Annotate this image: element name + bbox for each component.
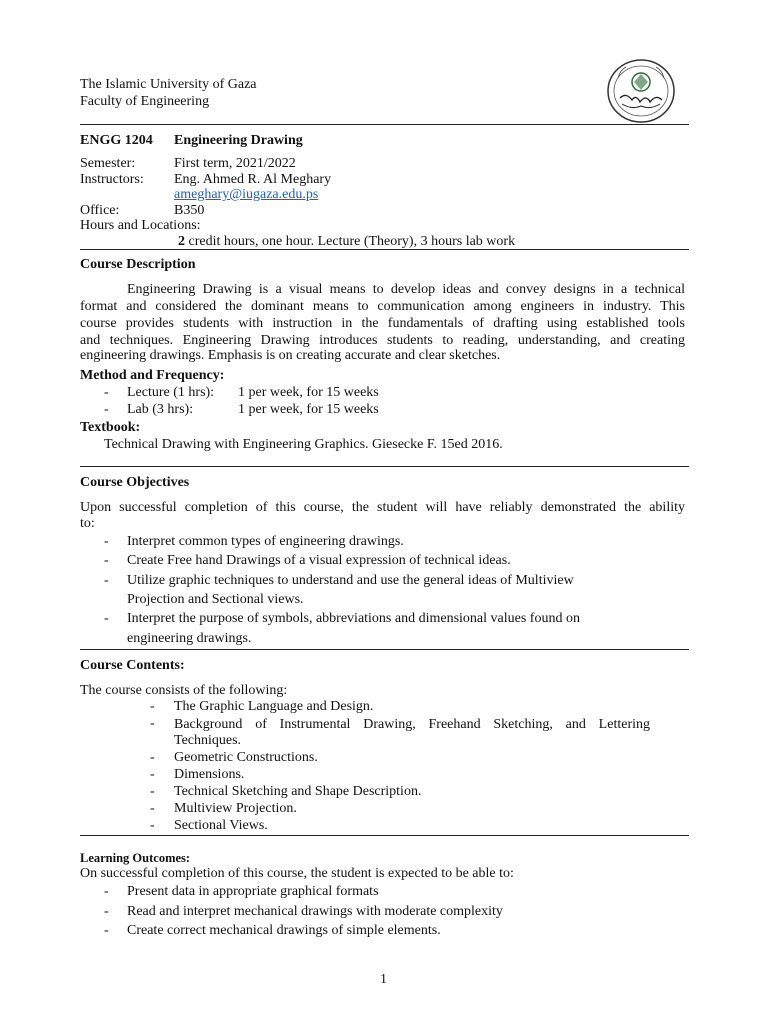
outcomes-intro: On successful completion of this course, the student is expected to be able to: — [80, 866, 514, 881]
university-name: The Islamic University of Gaza — [80, 77, 257, 92]
bullet-dash: - — [104, 611, 109, 626]
bullet-dash: - — [150, 784, 155, 799]
faculty-name: Faculty of Engineering — [80, 94, 210, 109]
objectives-heading: Course Objectives — [80, 475, 190, 490]
contents-item: The Graphic Language and Design. — [174, 699, 374, 714]
semester-value: First term, 2021/2022 — [174, 156, 296, 171]
objective-item-cont: Projection and Sectional views. — [127, 592, 304, 607]
course-code: ENGG 1204 — [80, 133, 153, 148]
contents-item: Technical Sketching and Shape Description. — [174, 784, 422, 799]
objective-item: Interpret common types of engineering drawings. — [127, 534, 404, 549]
bullet-dash: - — [104, 534, 109, 549]
bullet-dash: - — [150, 801, 155, 816]
textbook-text: Technical Drawing with Engineering Graphics. Giesecke F. 15ed 2016. — [104, 437, 503, 452]
contents-heading: Course Contents: — [80, 658, 185, 673]
bullet-dash: - — [104, 904, 109, 919]
office-value: B350 — [174, 203, 205, 218]
method-label: Lecture (1 hrs): — [127, 385, 215, 400]
outcomes-heading: Learning Outcomes: — [80, 851, 191, 865]
instructor-email-link[interactable]: ameghary@iugaza.edu.ps — [174, 187, 319, 202]
method-heading: Method and Frequency: — [80, 368, 225, 383]
divider — [80, 466, 689, 467]
bullet-dash: - — [150, 818, 155, 833]
bullet-dash: - — [104, 385, 109, 400]
description-line: format and considered the dominant means to communication among engineers in industry. This — [80, 299, 685, 314]
hours-label: Hours and Locations: — [80, 218, 201, 233]
bullet-dash: - — [150, 767, 155, 782]
bullet-dash: - — [150, 750, 155, 765]
textbook-heading: Textbook: — [80, 420, 141, 435]
method-label: Lab (3 hrs): — [127, 402, 194, 417]
objectives-intro: Upon successful completion of this course, the student will have reliably demonstrated the ability — [80, 500, 685, 515]
divider — [80, 649, 689, 650]
hours-value — [178, 234, 515, 250]
hours-text: credit hours, one hour. Lecture (Theory), 3 hours lab work — [185, 234, 516, 249]
objective-item: Interpret the purpose of symbols, abbreviations and dimensional values found on — [127, 611, 580, 626]
university-seal-icon — [606, 58, 676, 124]
contents-intro: The course consists of the following: — [80, 683, 288, 698]
bullet-dash: - — [104, 884, 109, 899]
description-heading: Course Description — [80, 257, 196, 272]
outcome-item: Read and interpret mechanical drawings with moderate complexity — [127, 904, 503, 919]
bullet-dash: - — [150, 716, 155, 731]
bullet-dash: - — [150, 699, 155, 714]
divider — [80, 124, 689, 125]
instructors-label: Instructors: — [80, 172, 144, 187]
contents-item: Sectional Views. — [174, 818, 268, 833]
objective-item: Utilize graphic techniques to understand and use the general ideas of Multiview — [127, 573, 574, 588]
description-line: and techniques. Engineering Drawing introduces students to reading, understanding, and creating — [80, 333, 685, 348]
method-value: 1 per week, for 15 weeks — [238, 402, 379, 417]
office-label: Office: — [80, 203, 120, 218]
semester-label: Semester: — [80, 156, 136, 171]
description-line: engineering drawings. Emphasis is on creating accurate and clear sketches. — [80, 348, 501, 363]
hours-number: 2 — [178, 234, 185, 249]
contents-item-cont: Techniques. — [174, 733, 242, 748]
page-number: 1 — [380, 972, 387, 987]
instructor-name: Eng. Ahmed R. Al Meghary — [174, 172, 332, 187]
divider — [80, 835, 689, 836]
contents-item: Multiview Projection. — [174, 801, 297, 816]
description-line: Engineering Drawing is a visual means to develop ideas and convey designs in a technical — [127, 282, 685, 297]
contents-item: Dimensions. — [174, 767, 245, 782]
outcome-item: Present data in appropriate graphical formats — [127, 884, 379, 899]
bullet-dash: - — [104, 573, 109, 588]
objective-item: Create Free hand Drawings of a visual expression of technical ideas. — [127, 553, 511, 568]
course-title: Engineering Drawing — [174, 133, 303, 148]
outcome-item: Create correct mechanical drawings of simple elements. — [127, 923, 441, 938]
contents-item: Background of Instrumental Drawing, Freehand Sketching, and Lettering — [174, 717, 650, 732]
method-value: 1 per week, for 15 weeks — [238, 385, 379, 400]
contents-item: Geometric Constructions. — [174, 750, 318, 765]
description-line: course provides students with instruction in the fundamentals of drafting using established tools — [80, 316, 685, 331]
bullet-dash: - — [104, 923, 109, 938]
objective-item-cont: engineering drawings. — [127, 631, 252, 646]
bullet-dash: - — [104, 553, 109, 568]
bullet-dash: - — [104, 402, 109, 417]
objectives-intro: to: — [80, 516, 95, 531]
divider — [80, 249, 689, 250]
